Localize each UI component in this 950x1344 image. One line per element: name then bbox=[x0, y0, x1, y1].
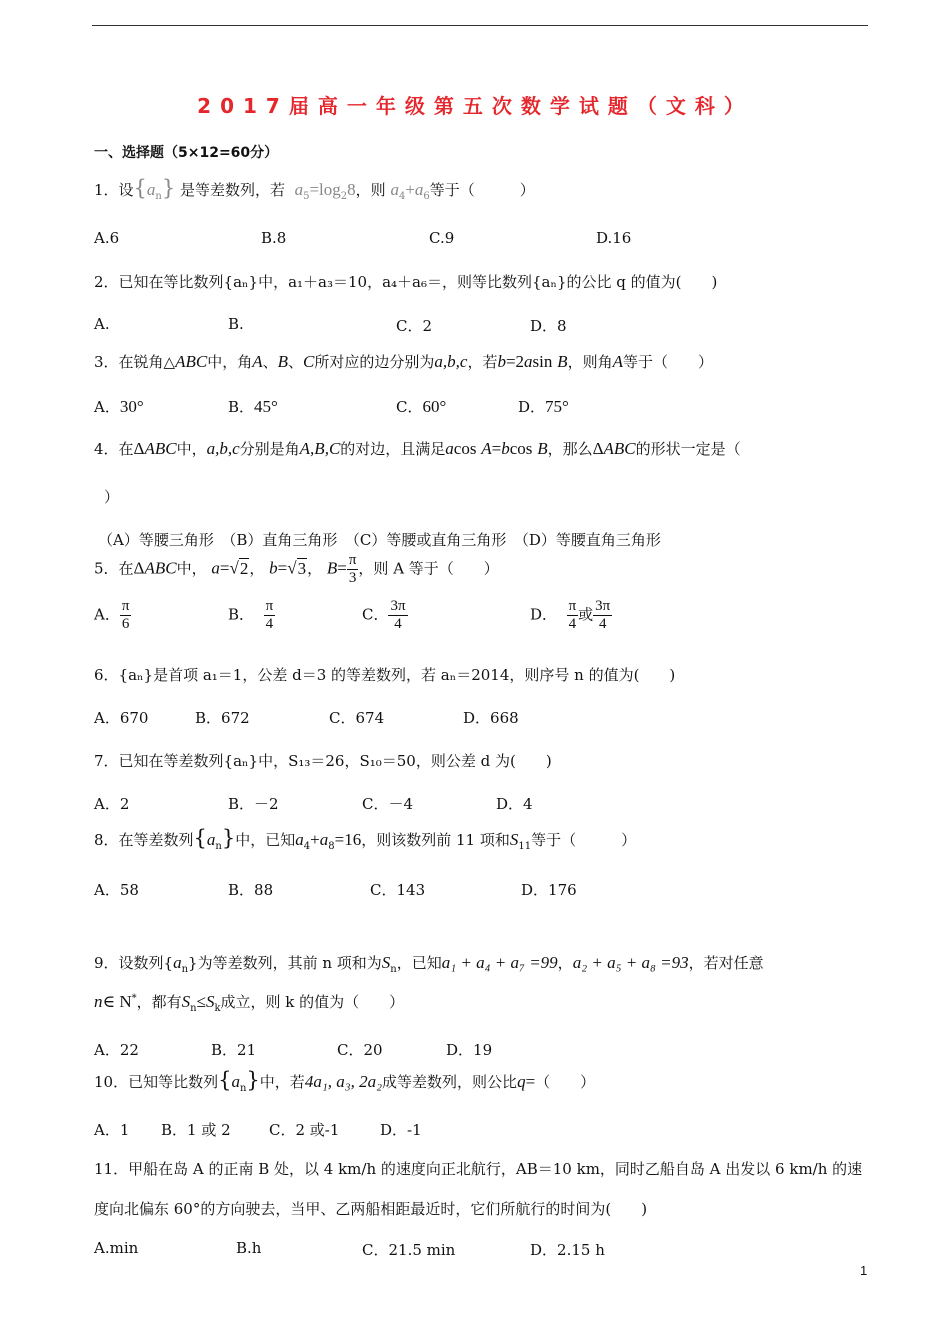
question-6: 6．{aₙ}是首项 a₁＝1，公差 d＝3 的等差数列，若 aₙ＝2014，则序号 n 的值为( ) bbox=[94, 666, 676, 684]
q11-option-c: C．21.5 min bbox=[362, 1241, 456, 1259]
question-4: 4．在ΔABC中，a,b,c分别是角A,B,C的对边，且满足acos A=bcos B，那么ΔABC的形状一定是（ bbox=[94, 439, 741, 458]
q6-option-b: B．672 bbox=[195, 709, 250, 727]
q6-option-a: A．670 bbox=[94, 709, 149, 727]
question-1: 1．设$\{a_n\}$ 是等差数列，若 $a_5=\log_28$，则 $a_4+a_6$等于（ ） bbox=[94, 176, 535, 202]
q6-option-d: D．668 bbox=[463, 709, 519, 727]
q3-option-a: A．30° bbox=[94, 397, 144, 416]
q5-option-a: A． $\frac{\pi}{6}$ bbox=[94, 598, 130, 632]
q6-option-c: C．674 bbox=[329, 709, 385, 727]
q9-option-c: C．20 bbox=[337, 1041, 383, 1059]
q5-option-d: D． $\frac{\pi}{4}$ 或 $\frac{3\pi}{4}$ bbox=[530, 598, 611, 632]
q11-option-d: D．2.15 h bbox=[530, 1241, 605, 1259]
question-7: 7．已知在等差数列{aₙ}中，S₁₃＝26，S₁₀＝50，则公差 d 为( ) bbox=[94, 752, 552, 770]
q9-option-d: D．19 bbox=[446, 1041, 493, 1059]
q10-option-b: B．1 或 2 bbox=[161, 1121, 231, 1139]
question-11-line-2: 度向北偏东 60°的方向驶去，当甲、乙两船相距最近时，它们所航行的时间为( ) bbox=[94, 1200, 648, 1218]
q4-options: （A）等腰三角形 （B）直角三角形 （C）等腰或直角三角形 （D）等腰直角三角形 bbox=[98, 531, 661, 549]
q2-option-c: C．2 bbox=[396, 317, 433, 335]
q2-option-b: B. bbox=[228, 315, 244, 333]
q1-option-d: D.16 bbox=[596, 229, 632, 247]
q8-option-a: A．58 bbox=[94, 881, 139, 899]
q7-option-c: C．－4 bbox=[362, 795, 414, 813]
q2-option-d: D．8 bbox=[530, 317, 567, 335]
q10-option-c: C．2 或-1 bbox=[269, 1121, 340, 1139]
q8-option-c: C．143 bbox=[370, 881, 426, 899]
question-8: 8．在等差数列$\{a_n\}$中，已知$a_4+a_8=16$，则该数列前 11 项和$S_{11}$等于（ ） bbox=[94, 826, 637, 852]
q7-option-d: D．4 bbox=[496, 795, 533, 813]
question-2: 2．已知在等比数列{aₙ}中，a₁＋a₃＝10，a₄＋a₆＝，则等比数列{aₙ}的公比 q 的值为( ) bbox=[94, 273, 718, 291]
q11-option-b: B.h bbox=[236, 1239, 262, 1257]
q1-option-c: C.9 bbox=[429, 229, 455, 247]
q7-option-b: B．－2 bbox=[228, 795, 279, 813]
q8-option-d: D．176 bbox=[521, 881, 577, 899]
q10-option-d: D．-1 bbox=[380, 1121, 422, 1139]
q1-option-b: B.8 bbox=[261, 229, 287, 247]
question-9: 9．设数列$\{a_n\}$为等差数列，其前 n 项和为$S_n$，已知a₁ + a₄ + a₇ =99，a₂ + a₅ + a₈ =93，若对任意 bbox=[94, 953, 764, 975]
q5-option-b: B． $\frac{\pi}{4}$ bbox=[228, 598, 274, 632]
page-number: 1 bbox=[860, 1263, 868, 1278]
q3-option-b: B．45° bbox=[228, 397, 278, 416]
q11-option-a: A.min bbox=[94, 1239, 139, 1257]
q10-option-a: A．1 bbox=[94, 1121, 130, 1139]
q8-option-b: B．88 bbox=[228, 881, 274, 899]
page-title: 2017届高一年级第五次数学试题（文科） bbox=[197, 94, 753, 118]
question-5: 5．在ΔABC中， a=√2， b=√3， B= $\frac{\pi}{3}$ ，则 A 等于（ ） bbox=[94, 552, 499, 586]
question-9-line-2: n∈ N*，都有$S_n\le S_k$成立，则 k 的值为（ ） bbox=[94, 992, 405, 1014]
question-3: 3．在锐角△ABC中，角A、B、C所对应的边分别为a,b,c，若b=2asin B，则角A等于（ ） bbox=[94, 352, 713, 371]
header-rule bbox=[92, 25, 868, 26]
q9-option-a: A．22 bbox=[94, 1041, 139, 1059]
q2-option-a: A. bbox=[94, 315, 110, 333]
q1-option-a: A.6 bbox=[94, 229, 120, 247]
q7-option-a: A．2 bbox=[94, 795, 130, 813]
question-11-line-1: 11．甲船在岛 A 的正南 B 处，以 4 km/h 的速度向正北航行，AB＝10 km，同时乙船自岛 A 出发以 6 km/h 的速 bbox=[94, 1160, 863, 1178]
q9-option-b: B．21 bbox=[211, 1041, 257, 1059]
question-4-continuation: ） bbox=[104, 488, 120, 506]
q3-option-c: C．60° bbox=[396, 397, 447, 416]
section-heading: 一、选择题（5×12=60分） bbox=[94, 145, 279, 161]
q3-option-d: D．75° bbox=[518, 397, 569, 416]
question-10: 10．已知等比数列$\{a_n\}$中，若4a₁, a₃, 2a₂成等差数列，则公比q=（ ） bbox=[94, 1068, 596, 1094]
q5-option-c: C． $\frac{3\pi}{4}$ bbox=[362, 598, 406, 632]
